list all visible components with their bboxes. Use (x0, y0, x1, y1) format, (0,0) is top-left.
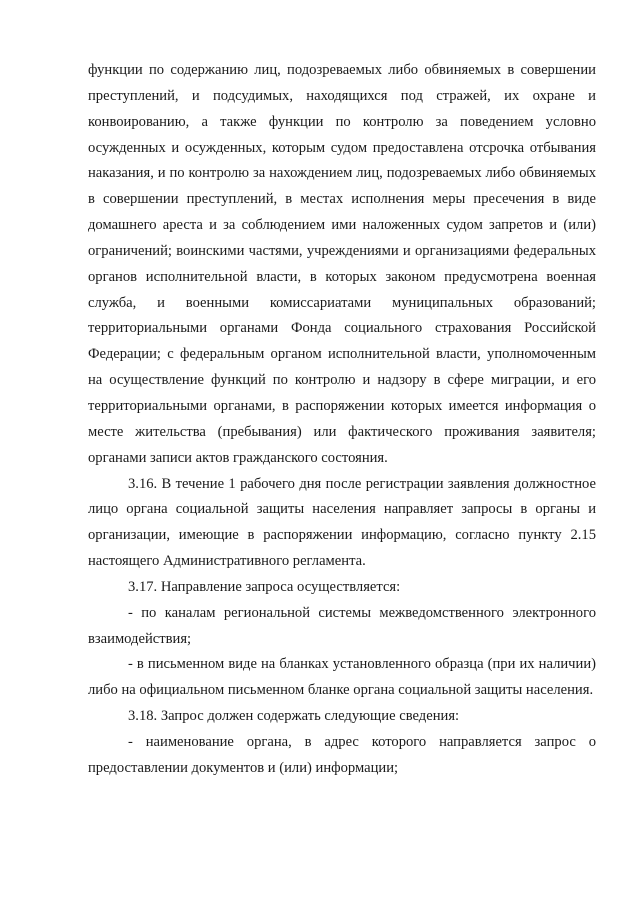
list-item-authority-name: - наименование органа, в адрес которого направляется запрос о предоставлении документов и (или) информации; (88, 733, 596, 776)
paragraph-continuation: функции по содержанию лиц, подозреваемых либо обвиняемых в совершении преступлений, и подсудимых, находящихся под стражей, их охране и конвоированию, а также функции по контролю за поведением условно осужденных и осужденных, которым судом предоставлена отсрочка отбывания наказания, и по контролю за нахождением лиц, подозреваемых либо обвиняемых в совершении преступлений, в местах исполнения меры пресечения в виде домашнего ареста и за соблюдением ими наложенных судом запретов и (или) ограничений; воинскими частями, учреждениями и организациями федеральных органов исполнительной власти, в которых законом предусмотрена военная служба, и военными комиссариатами муниципальных образований; территориальными органами Фонда социального страхования Российской Федерации; с федеральным органом исполнительной власти, уполномоченным на осуществление функций по контролю и надзору в сфере миграции, и его территориальными органами, в распоряжении которых имеется информация о месте жительства (пребывания) или фактического проживания заявителя; органами записи актов гражданского состояния. (88, 62, 596, 466)
list-item-electronic: - по каналам региональной системы межведомственного электронного взаимодействия; (88, 604, 596, 647)
list-item-written: - в письменном виде на бланках установленного образца (при их наличии) либо на официальном письменном бланке органа социальной защиты населения. (88, 656, 596, 699)
document-page (88, 58, 596, 782)
paragraph-3-18: 3.18. Запрос должен содержать следующие сведения: (128, 708, 460, 725)
paragraph-3-17: 3.17. Направление запроса осуществляется: (128, 578, 401, 595)
paragraph-3-16: 3.16. В течение 1 рабочего дня после регистрации заявления должностное лицо органа социальной защиты населения направляет запросы в органы и организации, имеющие в распоряжении информацию, согласно пункту 2.15 настоящего Административного регламента. (88, 475, 596, 570)
